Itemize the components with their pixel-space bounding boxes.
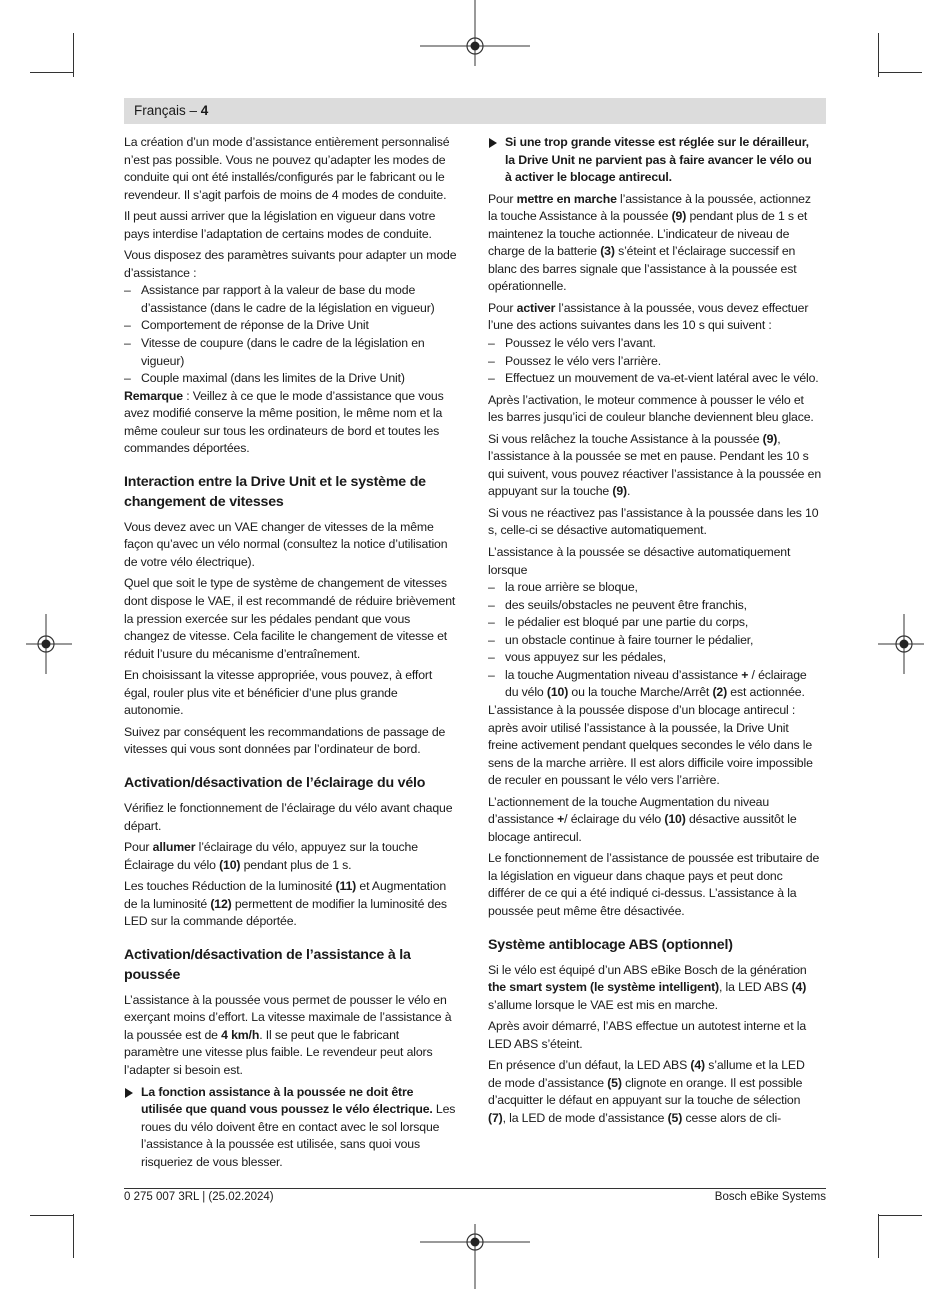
page-header [124,98,826,124]
paragraph: Suivez par conséquent les recommandations de passage de vitesses qui vous sont données par l’ordinateur de bord. [124,724,446,757]
registration-mark-bottom [420,1220,530,1289]
warning-text: Les roues du vélo doivent être en contact avec le sol lorsque l’assistance à la poussée est utilisée, sans quoi vous risqueriez de vous blesser. [141,1102,456,1169]
text-span: s’allume lorsque le VAE est mis en marche. [488,997,718,1012]
left-column [124,134,457,1175]
bold-text: + [741,667,749,682]
section-heading-push-assist: Activation/désactivation de l’assistance à la poussée [124,946,411,983]
reference-number: (2) [712,685,728,700]
right-column [488,134,821,1131]
text-span: . Il se peut que le fabricant paramètre une vitesse plus faible. Le revendeur peut alors l’adapter si besoin est. [124,1027,433,1077]
list-item: – un obstacle continue à faire tourner le pédalier, [488,632,821,650]
header-language: Français [134,103,186,118]
warning-bold: La fonction assistance à la poussée ne doit être utilisée que quand vous poussez le vélo électrique. [141,1084,433,1117]
list-item: – Poussez le vélo vers l’avant. [488,335,821,353]
text-span: Si vous relâchez la touche Assistance à la poussée [488,431,763,446]
list-item: – Vitesse de coupure (dans le cadre de la législation en vigueur) [124,335,457,370]
crop-mark [30,1215,74,1216]
triangle-bullet-icon [489,138,497,148]
text-span: et Augmentation de la luminosité [124,879,447,911]
section-heading-lighting: Activation/désactivation de l’éclairage du vélo [124,774,426,791]
list-item: – le pédalier est bloqué par une partie du corps, [488,614,821,632]
reference-number: (10) [546,685,569,700]
page-number: 4 [200,103,209,118]
text-span: l’assistance à la poussée, actionnez la touche Assistance à la poussée [488,191,811,224]
paragraph: Vous disposez des paramètres suivants pour adapter un mode d’assistance : [124,248,457,280]
text-span: Pour [488,191,517,206]
footer-doc-ref: 0 275 007 3RL | (25.02.2024) [124,1191,274,1203]
text-span: pendant plus de 1 s. [240,857,352,872]
paragraph [488,1057,821,1127]
bold-text: the smart system (le système intelligent) [488,980,719,995]
text-span: , la LED ABS [719,980,792,995]
bold-text: mettre en marche [516,191,617,206]
paragraph [488,962,821,1015]
paragraph: Si vous ne réactivez pas l’assistance à la poussée dans les 10 s, celle-ci se désactive automatiquement. [488,505,819,538]
list-item: – Effectuez un mouvement de va-et-vient latéral avec le vélo. [488,370,821,388]
reference-number: (3) [600,244,615,259]
list-item: – des seuils/obstacles ne peuvent être franchis, [488,597,821,615]
action-list [488,335,821,388]
text-span: désactive aussitôt le blocage antirecul. [488,812,797,844]
warning-item [488,134,821,187]
reference-number: (10) [219,857,241,872]
footer-brand: Bosch eBike Systems [714,1191,826,1203]
paragraph [488,431,821,501]
reference-number: (11) [335,879,357,894]
reference-number: (9) [671,209,687,224]
reference-number: (5) [607,1075,622,1090]
text-span: Pour [124,840,153,855]
reference-number: (4) [690,1058,706,1073]
reference-number: (10) [664,812,686,827]
paragraph [488,191,821,296]
paragraph: La création d’un mode d’assistance entièrement personnalisé n’est pas possible. Vous ne pouvez qu’adapter les modes de conduite qui ont été installés/configurés par le fabricant ou le revendeur. Il s’agit parfois de moins de 4 modes de conduite. [124,135,450,202]
crop-mark [73,1214,74,1258]
list-item [488,667,821,702]
text-span: Les touches Réduction de la luminosité [124,879,336,894]
paragraph: Après avoir démarré, l’ABS effectue un autotest interne et la LED ABS s’éteint. [488,1019,807,1051]
paragraph [124,839,457,874]
list-item: – vous appuyez sur les pédales, [488,649,821,667]
text-span: . [626,484,631,499]
parameter-list [124,282,457,387]
text-span: permettent de modifier la luminosité des LED sur la commande déportée. [124,896,447,929]
paragraph: Après l’activation, le moteur commence à pousser le vélo et les barres jusqu’ici de couleur blanche deviennent bleu glace. [488,392,814,425]
crop-mark [73,33,74,77]
crop-mark [30,72,74,73]
text-span: , la LED de mode d’assistance [502,1110,668,1125]
paragraph [488,300,821,335]
condition-list [488,579,821,702]
crop-mark [878,1215,922,1216]
paragraph [124,878,457,931]
reference-number: (9) [612,484,627,499]
bold-text: activer [516,300,556,315]
text-span: / éclairage du vélo [505,667,807,700]
text-span: cesse alors de cli- [682,1110,782,1125]
footer-divider [124,1188,826,1189]
warning-bold: Si une trop grande vitesse est réglée sur le dérailleur, la Drive Unit ne parvient pas à faire avancer le vélo ou à activer le blocage antirecul. [505,135,812,185]
remark-paragraph [124,388,457,458]
reference-number: (7) [488,1110,503,1125]
text-span: ou la touche Marche/Arrêt [568,685,713,700]
crop-mark [878,1214,879,1258]
text-span: / éclairage du vélo [564,812,665,827]
section-heading-abs: Système antiblocage ABS (optionnel) [488,936,733,953]
list-item: – Poussez le vélo vers l’arrière. [488,353,821,371]
paragraph: Vous devez avec un VAE changer de vitesses de la même façon qu’avec un vélo normal (consultez la notice d’utilisation de votre vélo électrique). [124,519,448,569]
text-span: L’actionnement de la touche Augmentation du niveau d’assistance [488,794,770,827]
paragraph [488,794,821,847]
text-span: clignote en orange. Il est possible d’acquitter le défaut en appuyant sur la touche de sélection [488,1075,803,1108]
list-item: – la roue arrière se bloque, [488,579,821,597]
registration-mark-top [420,0,530,70]
reference-number: (4) [791,980,807,995]
paragraph: En choisissant la vitesse appropriée, vous pouvez, à effort égal, rouler plus vite et bénéficier d’une plus grande autonomie. [124,668,433,718]
triangle-bullet-icon [125,1088,133,1098]
header-separator: – [185,103,201,118]
text-span: la touche Augmentation niveau d’assistance [505,667,742,682]
registration-mark-right [878,614,928,674]
list-item: – Assistance par rapport à la valeur de base du mode d’assistance (dans le cadre de la législation en vigueur) [124,282,457,317]
text-span: l’assistance à la poussée, vous devez effectuer l’une des actions suivantes dans les 10 s qui suivent : [488,300,809,333]
text-span: s’éteint et l’éclairage successif en blanc des barres signale que l’assistance à la poussée est opérationnelle. [488,244,797,294]
list-item: – Couple maximal (dans les limites de la Drive Unit) [124,370,457,388]
bold-text: allumer [152,840,196,855]
text-span: pendant plus de 1 s et maintenez la touche actionnée. L’indicateur de niveau de charge de la batterie [488,209,808,259]
registration-mark-left [22,614,72,674]
header-title [134,103,208,118]
warning-item [124,1084,457,1172]
text-span: , l’assistance à la poussée se met en pause. Pendant les 10 s qui suivent, vous pouvez réactiver l’assistance à la poussée en appuyant sur la touche [488,431,822,499]
text-span: En présence d’un défaut, la LED ABS [488,1058,691,1073]
list-item: – Comportement de réponse de la Drive Unit [124,317,457,335]
crop-mark [878,72,922,73]
section-heading-gears: Interaction entre la Drive Unit et le système de changement de vitesses [124,473,426,510]
bold-text: + [557,812,565,827]
text-span: L’assistance à la poussée vous permet de pousser le vélo en exerçant moins d’effort. La vitesse maximale de l’assistance à la poussée est de [124,992,452,1042]
paragraph: Quel que soit le type de système de changement de vitesses dont dispose le VAE, il est recommandé de réduire brièvement la pression exercée sur les pédales pendant que vous changez de vitesse. Cela facilite le changement de vitesse et réduit l’usure du mécanisme d’entraînement. [124,576,456,661]
remark-label: Remarque [124,388,183,403]
remark-text: : Veillez à ce que le mode d’assistance que vous avez modifié conserve la même position, le même nom et la même couleur sur tous les ordinateurs de bord et toutes les commandes déportées. [124,388,444,456]
reference-number: (12) [210,896,232,911]
paragraph: Le fonctionnement de l’assistance de poussée est tributaire de la législation en vigueur dans chaque pays et peut donc différer de ce qui a été indiqué ci-dessus. L’assistance à la poussée peut même être désactivée. [488,851,820,918]
bold-text: 4 km/h [221,1027,260,1042]
paragraph: Vérifiez le fonctionnement de l’éclairage du vélo avant chaque départ. [124,800,453,833]
text-span: Si le vélo est équipé d’un ABS eBike Bosch de la génération [488,962,807,977]
text-span: s’allume et la LED de mode d’assistance [488,1058,805,1090]
crop-mark [878,33,879,77]
paragraph: Il peut aussi arriver que la législation en vigueur dans votre pays interdise l’adaptation de certains modes de conduite. [124,209,436,241]
paragraph [124,992,457,1080]
text-span: Pour [488,300,517,315]
reference-number: (9) [762,431,778,446]
paragraph: L’assistance à la poussée dispose d’un blocage antirecul : après avoir utilisé l’assistance à la poussée, la Drive Unit freine activement pendant quelques secondes le vélo dans le sens de la marche arrière. Il est alors difficile voire impossible de reculer en poussant le vélo vers l’arrière. [488,702,813,788]
text-span: l’éclairage du vélo, appuyez sur la touche Éclairage du vélo [124,840,418,872]
paragraph: L’assistance à la poussée se désactive automatiquement lorsque [488,545,791,577]
text-span: est actionnée. [727,685,805,700]
reference-number: (5) [667,1110,683,1125]
